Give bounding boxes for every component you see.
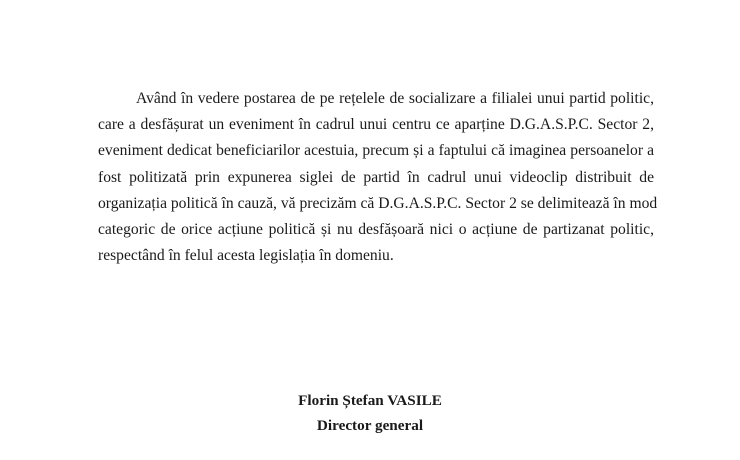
paragraph-line: care a desfășurat un eveniment în cadrul unui centru ce aparține D.G.A.S.P.C. Sector 2, <box>98 116 654 134</box>
paragraph-line: categoric de orice acțiune politică și nu desfășoară nici o acțiune de partizanat politic, <box>98 221 654 239</box>
paragraph-line: Având în vedere postarea de pe rețelele de socializare a filialei unui partid politic, <box>136 90 654 107</box>
letter-paragraph <box>98 86 658 269</box>
signatory-title: Director general <box>316 417 424 434</box>
paragraph-line: eveniment dedicat beneficiarilor acestuia, precum și a faptului că imaginea persoanelor a <box>98 142 654 160</box>
paragraph-line: organizația politică în cauză, vă precizăm că D.G.A.S.P.C. Sector 2 se delimitează în mod <box>98 194 658 212</box>
paragraph-line: respectând în felul acesta legislația în domeniu. <box>98 247 394 265</box>
paragraph-line: fost politizată prin expunerea siglei de partid în cadrul unui videoclip distribuit de <box>98 168 654 186</box>
signatory-name: Florin Ștefan VASILE <box>298 392 442 409</box>
